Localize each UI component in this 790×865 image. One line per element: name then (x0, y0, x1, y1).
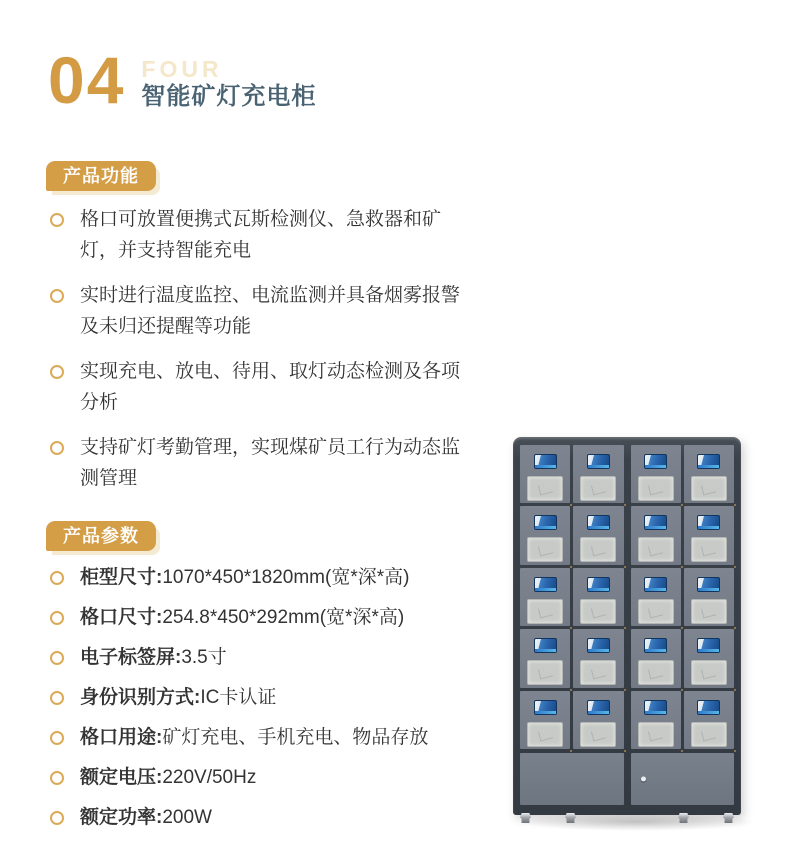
param-label: 身份识别方式: (80, 687, 201, 708)
bullet-icon (50, 289, 64, 303)
features-list (48, 204, 478, 508)
page-title: 智能矿灯充电柜 (141, 83, 317, 110)
feature-item (48, 280, 478, 342)
cell-rfid-panel-icon (691, 660, 727, 685)
cell-screen-icon (644, 454, 667, 469)
locker-cell (631, 568, 681, 626)
cell-rfid-panel-icon (580, 722, 616, 747)
bullet-icon (50, 571, 64, 585)
section-number-word: FOUR (141, 56, 223, 82)
cell-rfid-panel-icon (580, 660, 616, 685)
cell-screen-icon (697, 638, 720, 653)
features-badge: 产品功能 (46, 161, 156, 191)
param-text (80, 764, 256, 792)
cell-screen-icon (644, 638, 667, 653)
param-text (80, 804, 212, 832)
feature-item (48, 356, 478, 418)
cabinet-foot (678, 813, 689, 823)
locker-cell (573, 445, 623, 503)
param-label: 格口用途: (80, 727, 163, 748)
cell-screen-icon (534, 454, 557, 469)
feature-text: 格口可放置便携式瓦斯检测仪、急救器和矿灯，并支持智能充电 (80, 209, 442, 261)
cell-screen-icon (644, 700, 667, 715)
bullet-icon (50, 651, 64, 665)
param-label: 格口尺寸: (80, 607, 163, 628)
param-text (80, 604, 404, 632)
param-value: IC卡认证 (200, 687, 277, 708)
params-badge: 产品参数 (46, 521, 156, 551)
cell-screen-icon (534, 638, 557, 653)
cell-screen-icon (534, 515, 557, 530)
cell-rfid-panel-icon (527, 722, 563, 747)
cell-screen-icon (587, 700, 610, 715)
locker-cell (684, 629, 734, 687)
locker-cell (520, 506, 570, 564)
cell-screen-icon (697, 515, 720, 530)
bullet-icon (50, 691, 64, 705)
param-item (48, 564, 498, 592)
cell-screen-icon (587, 515, 610, 530)
lock-icon (641, 777, 646, 782)
param-text (80, 724, 428, 752)
cell-screen-icon (697, 700, 720, 715)
cell-rfid-panel-icon (527, 476, 563, 501)
param-item (48, 724, 498, 752)
cabinet-frame (513, 437, 741, 815)
cell-rfid-panel-icon (527, 537, 563, 562)
param-value: 254.8*450*292mm(宽*深*高) (162, 607, 405, 628)
locker-cell (520, 691, 570, 749)
cell-screen-icon (534, 577, 557, 592)
feature-text: 实现充电、放电、待用、取灯动态检测及各项分析 (80, 361, 461, 413)
param-label: 额定电压: (80, 767, 163, 788)
cell-rfid-panel-icon (638, 599, 674, 624)
locker-cell (573, 629, 623, 687)
locker-cell (520, 445, 570, 503)
param-value: 1070*450*1820mm(宽*深*高) (162, 567, 410, 588)
feature-text: 实时进行温度监控、电流监测并具备烟雾报警及未归还提醒等功能 (80, 285, 461, 337)
feature-item (48, 204, 478, 266)
cell-rfid-panel-icon (580, 599, 616, 624)
cell-rfid-panel-icon (638, 476, 674, 501)
cell-screen-icon (587, 454, 610, 469)
cell-screen-icon (644, 577, 667, 592)
param-item (48, 644, 498, 672)
bullet-icon (50, 441, 64, 455)
feature-item (48, 432, 478, 494)
locker-cell (631, 445, 681, 503)
section-number: 04 (48, 43, 126, 117)
cell-screen-icon (697, 454, 720, 469)
cell-screen-icon (587, 577, 610, 592)
param-label: 电子标签屏: (80, 647, 182, 668)
param-value: 3.5寸 (181, 647, 227, 668)
section-heading-group (141, 50, 316, 110)
cell-rfid-panel-icon (638, 722, 674, 747)
bullet-icon (50, 731, 64, 745)
param-value: 220V/50Hz (162, 767, 257, 788)
param-item (48, 684, 498, 712)
locker-cell (573, 568, 623, 626)
cell-rfid-panel-icon (691, 476, 727, 501)
section-header (48, 43, 317, 117)
cabinet-door-right (631, 753, 735, 805)
cell-screen-icon (697, 577, 720, 592)
cabinet-cell-area (520, 445, 734, 749)
cabinet-bottom-doors (520, 753, 734, 805)
cell-rfid-panel-icon (691, 599, 727, 624)
bullet-icon (50, 213, 64, 227)
bullet-icon (50, 365, 64, 379)
params-list (48, 564, 498, 844)
param-text (80, 564, 409, 592)
locker-cell (631, 691, 681, 749)
locker-cell (684, 445, 734, 503)
param-text (80, 644, 227, 672)
feature-text: 支持矿灯考勤管理，实现煤矿员工行为动态监测管理 (80, 437, 461, 489)
bullet-icon (50, 771, 64, 785)
locker-cell (631, 506, 681, 564)
param-value: 矿灯充电、手机充电、物品存放 (162, 727, 429, 748)
cell-rfid-panel-icon (691, 537, 727, 562)
cell-rfid-panel-icon (638, 537, 674, 562)
cell-rfid-panel-icon (527, 599, 563, 624)
param-item (48, 764, 498, 792)
locker-cell (684, 568, 734, 626)
cabinet-foot (565, 813, 576, 823)
cell-screen-icon (587, 638, 610, 653)
locker-cell (684, 691, 734, 749)
cell-rfid-panel-icon (527, 660, 563, 685)
cabinet-bank-left (520, 445, 624, 749)
locker-cell (631, 629, 681, 687)
cabinet-bank-right (631, 445, 735, 749)
cell-screen-icon (534, 700, 557, 715)
param-item (48, 604, 498, 632)
param-value: 200W (162, 807, 212, 828)
cell-rfid-panel-icon (580, 537, 616, 562)
param-item (48, 804, 498, 832)
bullet-icon (50, 811, 64, 825)
locker-cell (573, 506, 623, 564)
locker-cell (520, 568, 570, 626)
param-label: 柜型尺寸: (80, 567, 163, 588)
cell-rfid-panel-icon (580, 476, 616, 501)
param-text (80, 684, 276, 712)
locker-cell (684, 506, 734, 564)
bullet-icon (50, 611, 64, 625)
product-image-charging-cabinet (513, 437, 741, 835)
cell-rfid-panel-icon (691, 722, 727, 747)
locker-cell (573, 691, 623, 749)
cabinet-foot (520, 813, 531, 823)
cell-rfid-panel-icon (638, 660, 674, 685)
locker-cell (520, 629, 570, 687)
param-label: 额定功率: (80, 807, 163, 828)
cabinet-foot (723, 813, 734, 823)
cabinet-door-left (520, 753, 624, 805)
cell-screen-icon (644, 515, 667, 530)
